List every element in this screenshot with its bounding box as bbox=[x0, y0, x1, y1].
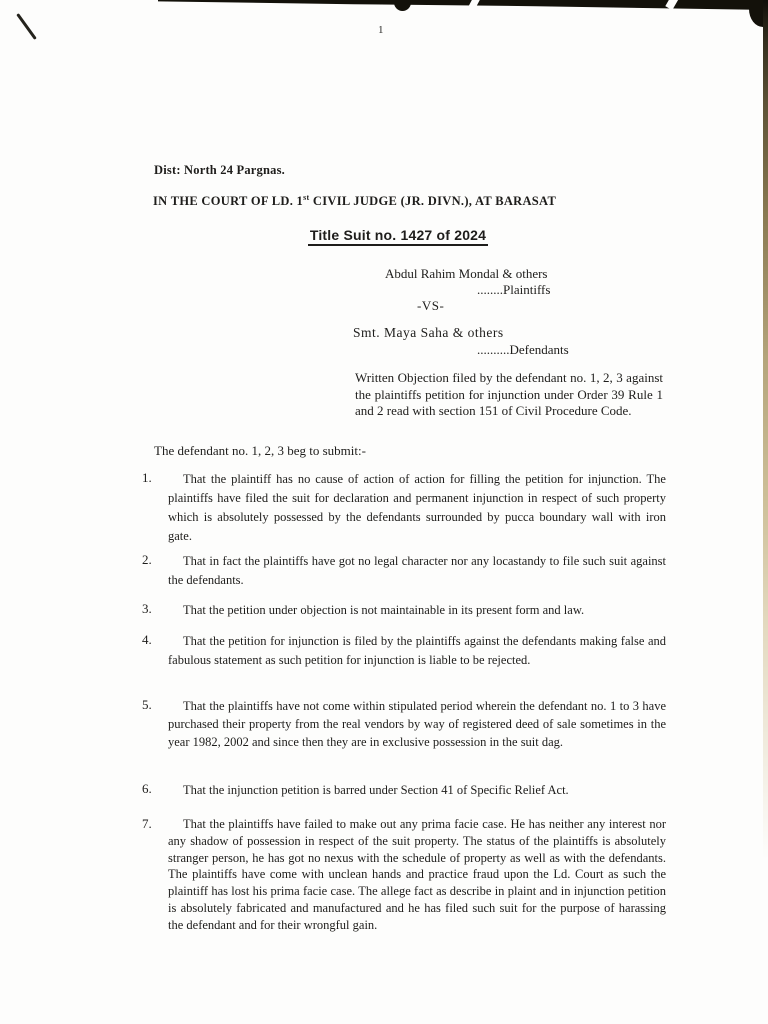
list-item-number: 2. bbox=[142, 552, 152, 567]
objection-heading: Written Objection filed by the defendant no. 1, 2, 3 against the plaintiffs petition for injunction under Order 39 Rule 1 and 2 read with section 151 of Civil Procedure Code. bbox=[355, 370, 663, 418]
plaintiff-name: Abdul Rahim Mondal & others bbox=[385, 266, 548, 281]
case-title-row bbox=[14, 227, 768, 246]
list-item bbox=[142, 470, 666, 546]
defendant-name: Smt. Maya Saha & others bbox=[353, 325, 504, 340]
list-item bbox=[142, 601, 666, 620]
submission-intro: The defendant no. 1, 2, 3 beg to submit:- bbox=[154, 443, 366, 458]
list-item-number: 4. bbox=[142, 632, 152, 647]
court-title-text: IN THE COURT OF LD. 1 bbox=[153, 194, 304, 209]
list-item-number: 6. bbox=[142, 781, 152, 796]
list-item bbox=[142, 552, 666, 590]
court-title-superscript: st bbox=[303, 193, 310, 202]
list-item bbox=[142, 816, 666, 934]
pen-mark bbox=[16, 13, 37, 40]
list-item-text: That the injunction petition is barred under Section 41 of Specific Relief Act. bbox=[183, 783, 569, 797]
list-item-number: 5. bbox=[142, 697, 152, 712]
list-item bbox=[142, 632, 666, 670]
list-item-number: 3. bbox=[142, 601, 152, 616]
page-number: 1 bbox=[378, 24, 384, 36]
list-item bbox=[142, 697, 666, 751]
list-item-text: That the petition for injunction is filed by the plaintiffs against the defendants making false and fabulous statement as such petition for injunction is liable to be rejected. bbox=[168, 634, 666, 667]
list-item bbox=[142, 781, 666, 800]
list-item-text: That in fact the plaintiffs have got no legal character nor any locastandy to file such suit against the defendants. bbox=[168, 554, 666, 587]
case-title: Title Suit no. 1427 of 2024 bbox=[308, 227, 488, 246]
list-item-text: That the petition under objection is not maintainable in its present form and law. bbox=[183, 603, 585, 617]
list-item-number: 1. bbox=[142, 470, 152, 485]
defendant-label: ..........Defendants bbox=[477, 342, 569, 357]
list-item-text: That the plaintiff has no cause of action of action for filling the petition for injunction. The plaintiffs have filed the suit for declaration and permanent injunction in respect of such property which is absolutely possessed by the defendants surrounded by pucca boundary wall with iron gate. bbox=[168, 472, 666, 543]
list-item-number: 7. bbox=[142, 816, 152, 831]
list-item-text: That the plaintiffs have failed to make out any prima facie case. He has neither any interest nor any shadow of possession in respect of the suit property. The status of the plaintiffs is absolutely stranger person, he has got no nexus with the schedule of property as well as with the defendants. The plaintiffs have come with unclean hands and practice fraud upon the Ld. Court as such the plaintiff has lost his prima facie case. The allege fact as describe in plaint and in injunction petition is absolutely fabricated and manufactured and he has filed such suit for the purpose of harassing the defendant and for their wrongful gain. bbox=[168, 817, 666, 932]
versus-label: -VS- bbox=[417, 298, 445, 313]
scan-artifact-blob bbox=[394, 2, 411, 11]
scan-artifact-right-edge bbox=[763, 0, 768, 860]
district-line: Dist: North 24 Pargnas. bbox=[154, 163, 285, 177]
plaintiff-label: ........Plaintiffs bbox=[477, 282, 551, 297]
court-title-text: CIVIL JUDGE (JR. DIVN.), AT BARASAT bbox=[309, 194, 557, 209]
court-title bbox=[153, 193, 556, 209]
list-item-text: That the plaintiffs have not come within stipulated period wherein the defendant no. 1 to 3 have purchased their property from the real vendors by way of registered deed of sale sometimes in the year 1982, 2002 and since then they are in exclusive possession in the suit dag. bbox=[168, 699, 666, 749]
